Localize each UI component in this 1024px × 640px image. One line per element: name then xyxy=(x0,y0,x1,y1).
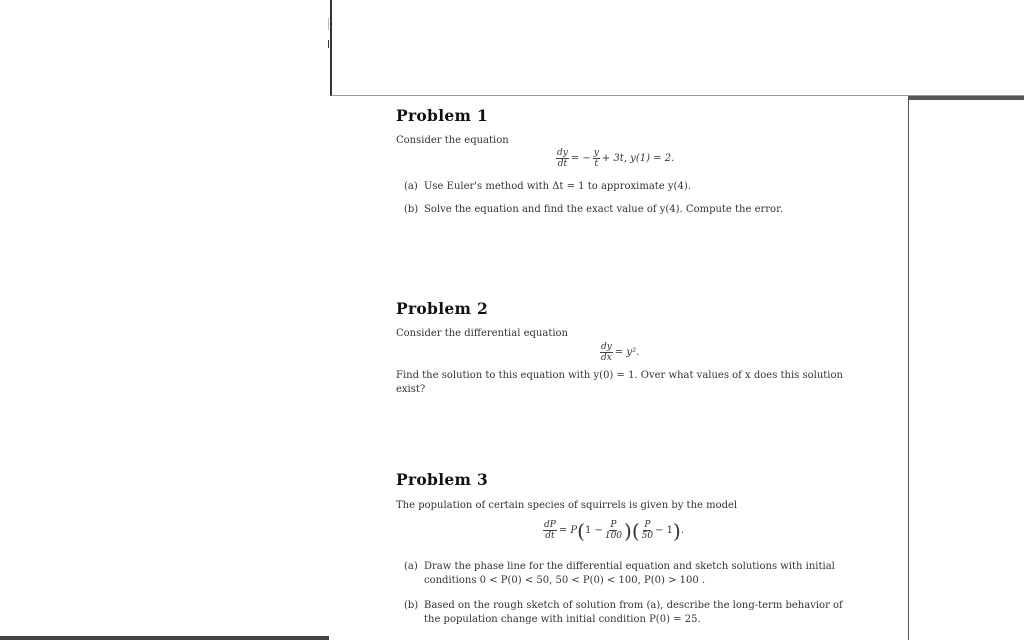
item-label: (a) xyxy=(404,561,418,572)
equation-end: . xyxy=(680,525,685,536)
fraction-numerator: P xyxy=(610,520,617,530)
problem-3-part-a: Draw the phase line for the differential equation and sketch solutions with initial conditions 0 < P(0) < 50, 50 < P(0) < 100, P(0) > 100 . xyxy=(424,561,835,586)
document-page xyxy=(396,96,896,640)
fraction-denominator: 50 xyxy=(641,531,654,541)
problem-1-part-b: Solve the equation and find the exact value of y(4). Compute the error. xyxy=(424,204,783,215)
problem-2-intro: Consider the differential equation xyxy=(396,328,568,339)
fraction-P-50 xyxy=(642,520,653,541)
left-paren: ( xyxy=(577,518,585,543)
equals-sign: = − xyxy=(570,153,591,164)
factor-2-suffix: − 1 xyxy=(655,525,674,536)
problem-2-heading: Problem 2 xyxy=(396,299,489,318)
fraction-denominator: dt xyxy=(545,531,555,541)
problem-1-part-a: Use Euler's method with Δt = 1 to approximate y(4). xyxy=(424,181,691,192)
top-blank-panel xyxy=(330,0,1024,96)
fraction-y-t xyxy=(593,148,600,169)
item-label: (b) xyxy=(404,600,419,611)
equals-sign: = P xyxy=(558,525,578,536)
fraction-denominator: 100 xyxy=(604,531,623,541)
fraction-dy-dt xyxy=(556,148,569,169)
problem-1-heading: Problem 1 xyxy=(396,106,489,125)
left-edge-tick-dark xyxy=(328,40,329,48)
problem-3-equation xyxy=(541,520,684,541)
bottom-left-bar xyxy=(0,636,329,640)
fraction-numerator: dy xyxy=(557,148,568,158)
fraction-dy-dx xyxy=(600,342,613,363)
equation-rest: + 3t, y(1) = 2. xyxy=(601,153,675,164)
problem-2-body: Find the solution to this equation with y(0) = 1. Over what values of x does this solution exist? xyxy=(396,370,843,395)
problem-1-equation xyxy=(554,148,674,169)
left-edge-tick xyxy=(328,18,329,30)
right-paren: ) xyxy=(673,518,681,543)
fraction-denominator: t xyxy=(594,159,599,169)
left-paren: ( xyxy=(631,518,640,543)
problem-3-heading: Problem 3 xyxy=(396,470,489,489)
problem-1-intro: Consider the equation xyxy=(396,135,509,146)
fraction-denominator: dt xyxy=(557,159,568,169)
item-label: (b) xyxy=(404,204,419,215)
equation-rest: = y². xyxy=(614,347,640,358)
problem-3-intro: The population of certain species of squirrels is given by the model xyxy=(396,500,738,511)
fraction-P-100 xyxy=(605,520,622,541)
fraction-numerator: y xyxy=(593,148,599,158)
factor-1-prefix: 1 − xyxy=(584,525,603,536)
right-paren: ) xyxy=(624,518,632,543)
right-panel-top-bar xyxy=(909,96,1024,100)
fraction-numerator: P xyxy=(644,520,651,530)
right-panel-border xyxy=(908,96,909,640)
problem-3-part-b: Based on the rough sketch of solution from (a), describe the long-term behavior of the population change with initial condition P(0) = 25. xyxy=(424,600,843,625)
fraction-numerator: dP xyxy=(544,520,556,530)
fraction-denominator: dx xyxy=(601,353,612,363)
fraction-dP-dt xyxy=(543,520,557,541)
item-label: (a) xyxy=(404,181,418,192)
problem-2-equation xyxy=(598,342,639,363)
fraction-numerator: dy xyxy=(601,342,612,352)
